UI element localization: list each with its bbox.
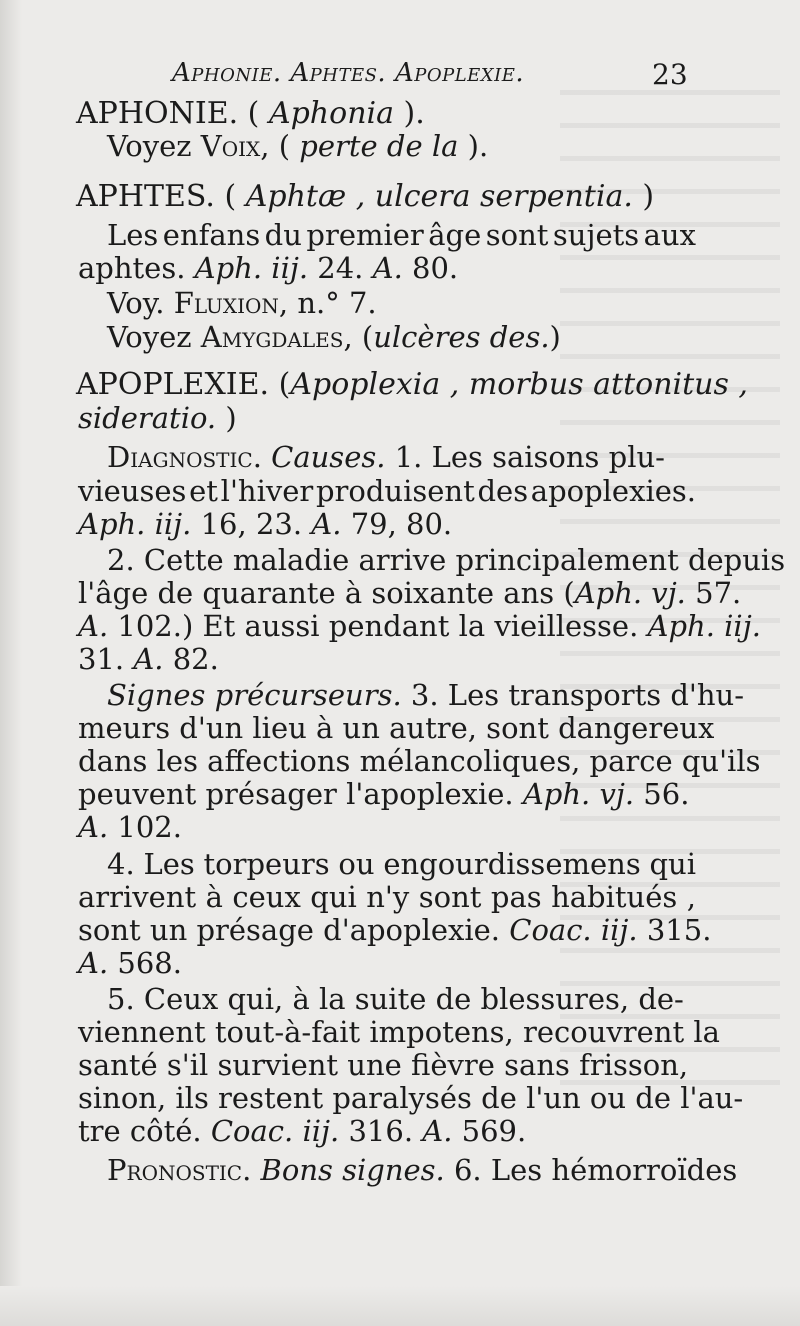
aphonie-see-also: Voyez Voix, ( perte de la ). [107,129,489,163]
apoplexie-line: meurs d'un lieu à un autre, sont dangereux [78,711,715,745]
aphtes-reference: aphtes. Aph. iij. 24. A. 80. [78,251,459,285]
apoplexie-line: A. 102.) Et aussi pendant la vieillesse. Aph. iij. [78,609,761,643]
apoplexie-line: 4. Les torpeurs ou engourdissemens qui [107,847,696,881]
aphtes-see-fluxion: Voy. Fluxion, n.° 7. [107,286,377,320]
apoplexie-line: vieuses et l'hiver produisent des apoplexies. [78,474,696,508]
apoplexie-line: tre côté. Coac. iij. 316. A. 569. [78,1114,527,1148]
signes-precurseurs-line: Signes précurseurs. 3. Les transports d'hu- [107,678,745,712]
apoplexie-line: viennent tout-à-fait impotens, recouvrent la [78,1015,720,1049]
apoplexie-line: arrivent à ceux qui n'y sont pas habitués , [78,880,696,914]
entry-aphtes: APHTES. ( Aphtæ , ulcera serpentia. ) [76,179,655,214]
apoplexie-reference: Aph. iij. 16, 23. A. 79, 80. [78,507,453,541]
apoplexie-line: peuvent présager l'apoplexie. Aph. vj. 56. [78,777,690,811]
apoplexie-line: dans les affections mélancoliques, parce qu'ils [78,744,761,778]
apoplexie-line: sont un présage d'apoplexie. Coac. iij. 315. [78,913,712,947]
apoplexie-line: l'âge de quarante à soixante ans (Aph. vj. 57. [78,576,742,610]
apoplexie-reference: A. 102. [78,810,182,844]
aphtes-see-amygdales: Voyez Amygdales, (ulcères des.) [107,320,561,354]
pronostic-heading-line: Pronostic. Bons signes. 6. Les hémorroïdes [107,1153,738,1187]
apoplexie-line: 2. Cette maladie arrive principalement depuis [107,543,786,577]
entry-apoplexie: APOPLEXIE. (Apoplexia , morbus attonitus , [76,367,748,402]
apoplexie-synonym: sideratio. ) [78,401,237,435]
entry-aphonie: APHONIE. ( Aphonia ). [76,96,425,131]
aphtes-paragraph-line: Les enfans du premier âge sont sujets aux [107,218,696,252]
page-number: 23 [652,58,688,91]
running-title: Aphonie. Aphtes. Apoplexie. [172,58,525,88]
apoplexie-reference: A. 568. [78,946,182,980]
apoplexie-line: santé s'il survient une fièvre sans frisson, [78,1048,689,1082]
apoplexie-line: 5. Ceux qui, à la suite de blessures, de- [107,982,684,1016]
apoplexie-line: sinon, ils restent paralysés de l'un ou de l'au- [78,1081,744,1115]
diagnostic-heading-line: Diagnostic. Causes. 1. Les saisons plu- [107,440,665,474]
apoplexie-reference: 31. A. 82. [78,642,219,676]
